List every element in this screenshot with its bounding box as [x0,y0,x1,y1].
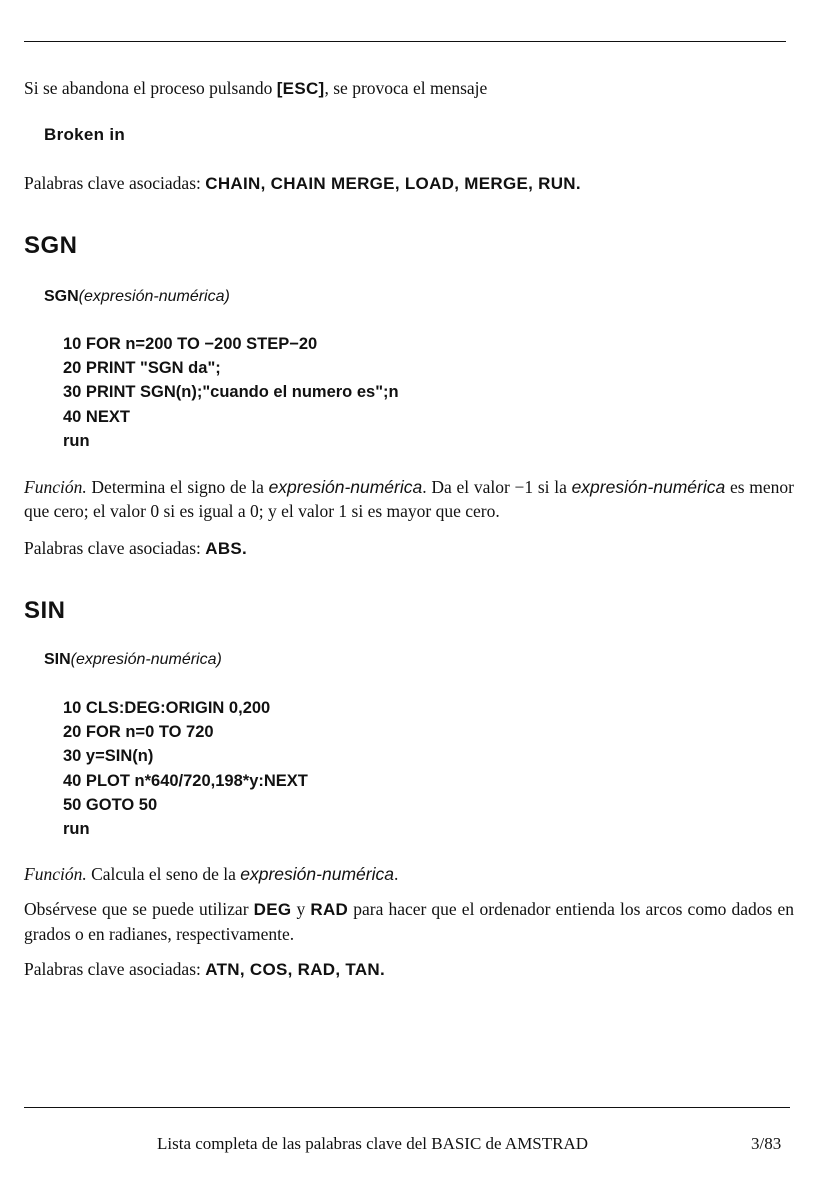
code-line: 20 FOR n=0 TO 720 [63,723,214,742]
intro-keywords: Palabras clave asociadas: CHAIN, CHAIN MERGE, LOAD, MERGE, RUN. [24,173,581,193]
sin-deg-rad-note: Obsérvese que se puede utilizar DEG y RAD para hacer que el ordenador entienda los arcos como dados en grados o en radianes, respectivamente. [24,899,794,944]
sgn-keyword-list: ABS. [205,539,248,558]
sin-syntax: SIN(expresión-numérica) [44,651,222,668]
sin-code-listing [63,696,308,841]
sgn-code-listing [63,332,399,453]
sgn-keywords: Palabras clave asociadas: ABS. [24,538,248,558]
code-line: 50 GOTO 50 [63,795,158,814]
code-line: run [63,820,90,839]
sgn-syntax: SGN(expresión-numérica) [44,288,230,305]
code-line: 40 PLOT n*640/720,198*y:NEXT [63,771,308,790]
sin-keyword-list: ATN, COS, RAD, TAN. [205,960,386,979]
footer-rule [24,1107,790,1108]
intro-keyword-list: CHAIN, CHAIN MERGE, LOAD, MERGE, RUN. [205,174,581,193]
sgn-function-description: Función. Determina el signo de la expresión-numérica. Da el valor −1 si la expresión-numérica es menor que cero; el valor 0 si es igual a 0; y el valor 1 si es mayor que cero. [24,477,794,521]
code-line: 30 PRINT SGN(n);"cuando el numero es";n [63,383,399,402]
esc-key: [ESC] [276,79,325,98]
code-line: 30 y=SIN(n) [63,747,154,766]
code-line: 10 CLS:DEG:ORIGIN 0,200 [63,699,271,717]
code-line: 40 NEXT [63,407,130,426]
sin-function-description: Función. Calcula el seno de la expresión-numérica. [24,864,399,884]
broken-in-message: Broken in [44,125,126,144]
sin-keywords: Palabras clave asociadas: ATN, COS, RAD, TAN. [24,959,386,979]
code-line: 10 FOR n=200 TO −200 STEP−20 [63,335,318,353]
sin-heading: SIN [24,597,66,624]
sgn-heading: SGN [24,232,78,259]
esc-paragraph: Si se abandona el proceso pulsando [ESC], se provoca el mensaje [24,78,488,98]
code-line: 20 PRINT "SGN da"; [63,359,221,378]
top-rule [24,41,786,42]
function-label: Función. [24,477,87,497]
function-label: Función. [24,864,87,884]
footer-title: Lista completa de las palabras clave del BASIC de AMSTRAD [157,1134,589,1153]
code-line: run [63,431,90,450]
page-number: 3/83 [751,1134,782,1153]
